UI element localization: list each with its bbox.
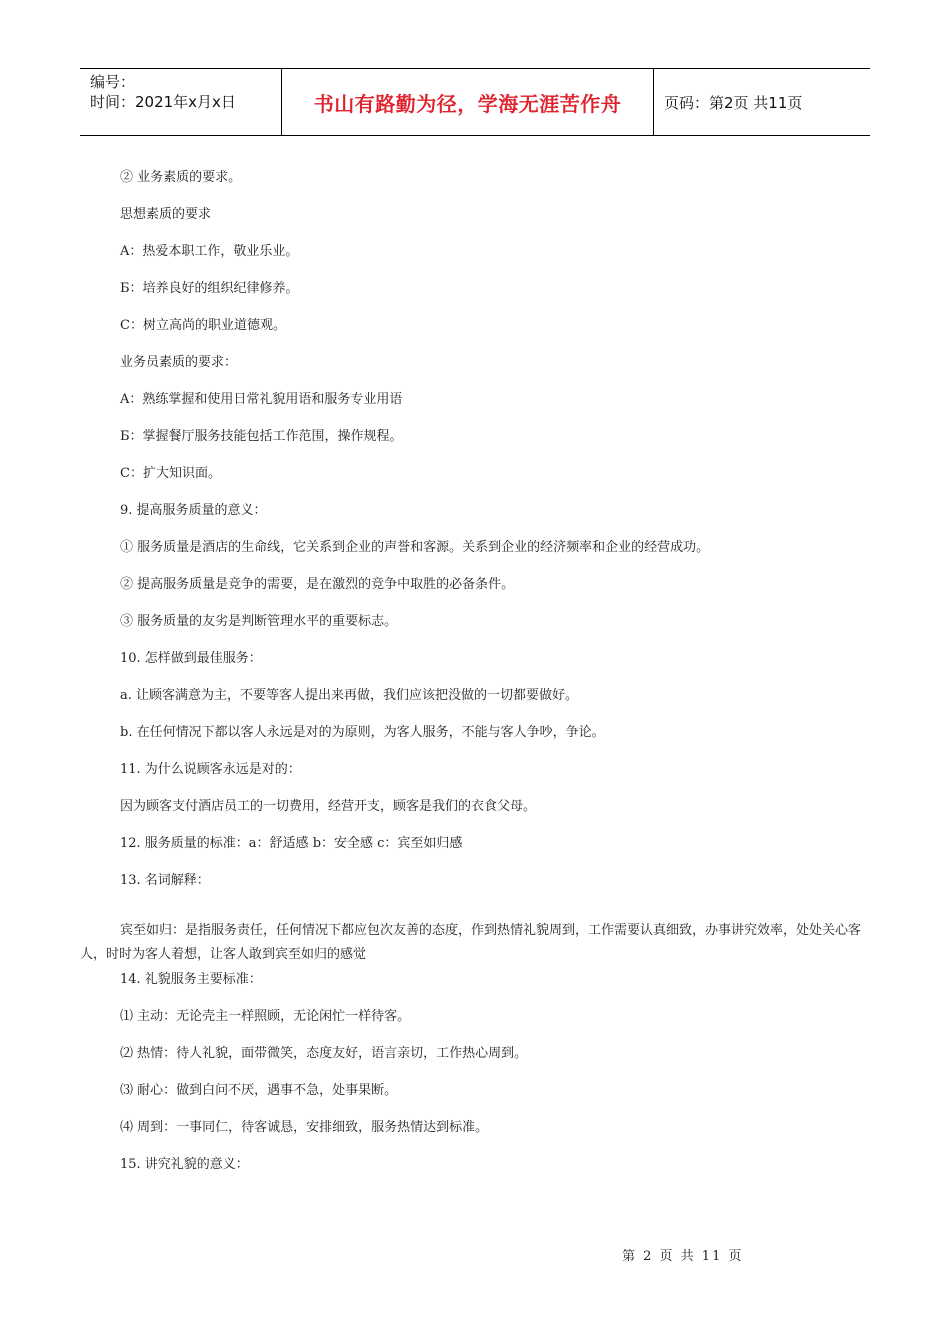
header-time-label: 时间：2021年x月x日 xyxy=(90,93,236,111)
body-line: ② 提高服务质量是竞争的需要，是在激烈的竞争中取胜的必备条件。 xyxy=(120,577,515,592)
header-motto: 书山有路勤为径，学海无涯苦作舟 xyxy=(282,69,654,135)
body-line: ⑷ 周到：一事同仁，待客诚恳，安排细致，服务热情达到标准。 xyxy=(120,1120,489,1135)
body-line: ② 业务素质的要求。 xyxy=(120,170,242,185)
page-footer: 第 2 页 共 11 页 xyxy=(622,1249,744,1264)
body-line: C：树立高尚的职业道德观。 xyxy=(120,318,286,333)
body-line: Б：掌握餐厅服务技能包括工作范围，操作规程。 xyxy=(120,429,403,444)
body-line: ① 服务质量是酒店的生命线，它关系到企业的声誉和客源。关系到企业的经济频率和企业的经营成功。 xyxy=(120,540,710,555)
body-line: C：扩大知识面。 xyxy=(120,466,221,481)
header-meta xyxy=(80,69,282,135)
document-body-continued xyxy=(120,970,870,1192)
section-heading: 11. 为什么说顾客永远是对的： xyxy=(120,762,301,777)
section-heading: 10. 怎样做到最佳服务： xyxy=(120,651,262,666)
header-page-label: 页码：第2页 共11页 xyxy=(664,93,803,112)
body-line: 业务员素质的要求： xyxy=(120,355,238,370)
section-heading: 12. 服务质量的标准：a：舒适感 b：安全感 c：宾至如归感 xyxy=(120,836,463,851)
document-body xyxy=(120,168,870,908)
body-line: a. 让顾客满意为主，不要等客人提出来再做，我们应该把没做的一切都要做好。 xyxy=(120,688,579,703)
body-line: 因为顾客支付酒店员工的一切费用，经营开支，顾客是我们的衣食父母。 xyxy=(120,799,537,814)
definition-paragraph: 宾至如归：是指服务责任，任何情况下都应包次友善的态度，作到热情礼貌周到，工作需要认真细致，办事讲究效率，处处关心客人，时时为客人着想，让客人敢到宾至如归的感觉 xyxy=(80,923,862,962)
body-line: Б：培养良好的组织纪律修养。 xyxy=(120,281,299,296)
body-line: ⑵ 热情：待人礼貌，面带微笑，态度友好，语言亲切，工作热心周到。 xyxy=(120,1046,528,1061)
section-heading: 13. 名词解释： xyxy=(120,873,210,888)
body-line: 思想素质的要求 xyxy=(120,207,212,222)
body-line: ⑴ 主动：无论壳主一样照顾，无论闲忙一样待客。 xyxy=(120,1009,411,1024)
section-heading: 14. 礼貌服务主要标准： xyxy=(120,972,262,987)
body-line: ③ 服务质量的友劣是判断管理水平的重要标志。 xyxy=(120,614,398,629)
body-line: A：熟练掌握和使用日常礼貌用语和服务专业用语 xyxy=(120,392,403,407)
body-line: ⑶ 耐心：做到白问不厌，遇事不急，处事果断。 xyxy=(120,1083,398,1098)
section-heading: 15. 讲究礼貌的意义： xyxy=(120,1157,249,1172)
section-heading: 9. 提高服务质量的意义： xyxy=(120,503,267,518)
body-line: A：热爱本职工作，敬业乐业。 xyxy=(120,244,299,259)
header-number-label: 编号： xyxy=(90,73,136,91)
document-header xyxy=(80,68,870,136)
body-line: b. 在任何情况下都以客人永远是对的为原则，为客人服务，不能与客人争吵，争论。 xyxy=(120,725,605,740)
